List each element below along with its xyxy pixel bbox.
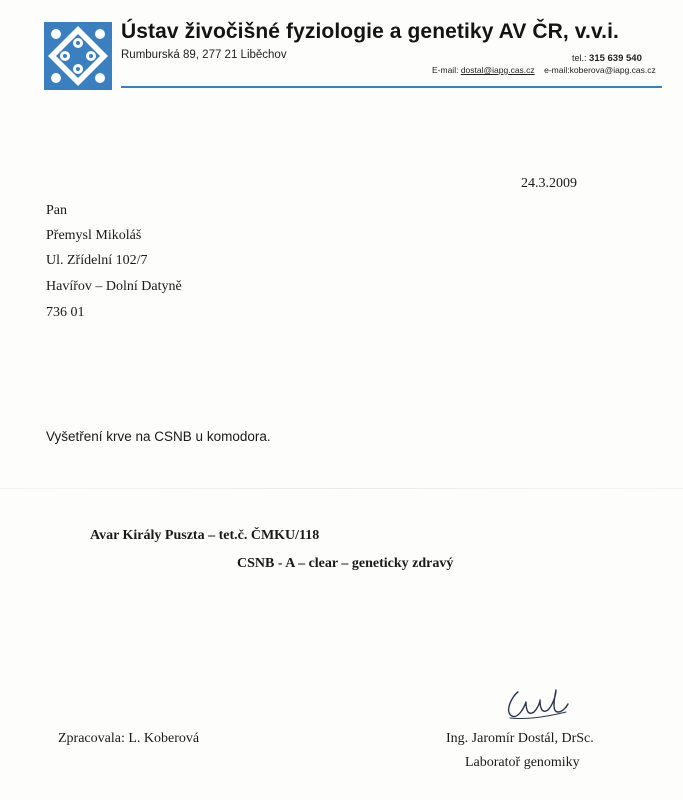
tel-label: tel.:: [572, 53, 587, 63]
institute-name: Ústav živočišné fyziologie a genetiky AV ČR, v.v.i.: [121, 20, 619, 43]
dog-identification: Avar Király Puszta – tet.č. ČMKU/118: [90, 528, 320, 543]
letter-date: 24.3.2009: [521, 176, 577, 191]
signatory-name: Ing. Jaromír Dostál, DrSc.: [446, 731, 594, 746]
recipient-salutation: Pan: [46, 203, 67, 218]
telephone-line: [572, 53, 642, 64]
paper-fold: [0, 488, 683, 489]
email-label-2: e-mail:: [544, 65, 570, 75]
handwritten-signature: [490, 686, 570, 724]
signatory-department: Laboratoř genomiky: [465, 755, 580, 770]
email-line: [432, 65, 656, 75]
email-link-dostal[interactable]: dostal@iapg.cas.cz: [460, 65, 535, 75]
letter-subject: Vyšetření krve na CSNB u komodora.: [46, 429, 271, 444]
email-label-1: E-mail:: [432, 65, 459, 75]
recipient-postal-code: 736 01: [46, 305, 85, 320]
institute-logo: [44, 22, 112, 90]
test-result: CSNB - A – clear – geneticky zdravý: [237, 556, 454, 571]
recipient-city: Havířov – Dolní Datyně: [46, 279, 182, 294]
email-koberova: koberova@iapg.cas.cz: [569, 65, 656, 75]
recipient-name: Přemysl Mikoláš: [46, 228, 142, 243]
tel-number: 315 639 540: [589, 53, 642, 64]
recipient-street: Ul. Zřídelní 102/7: [46, 253, 148, 268]
institute-address: Rumburská 89, 277 21 Liběchov: [121, 49, 287, 61]
processed-by: Zpracovala: L. Koberová: [58, 731, 200, 746]
header-divider: [121, 86, 662, 88]
